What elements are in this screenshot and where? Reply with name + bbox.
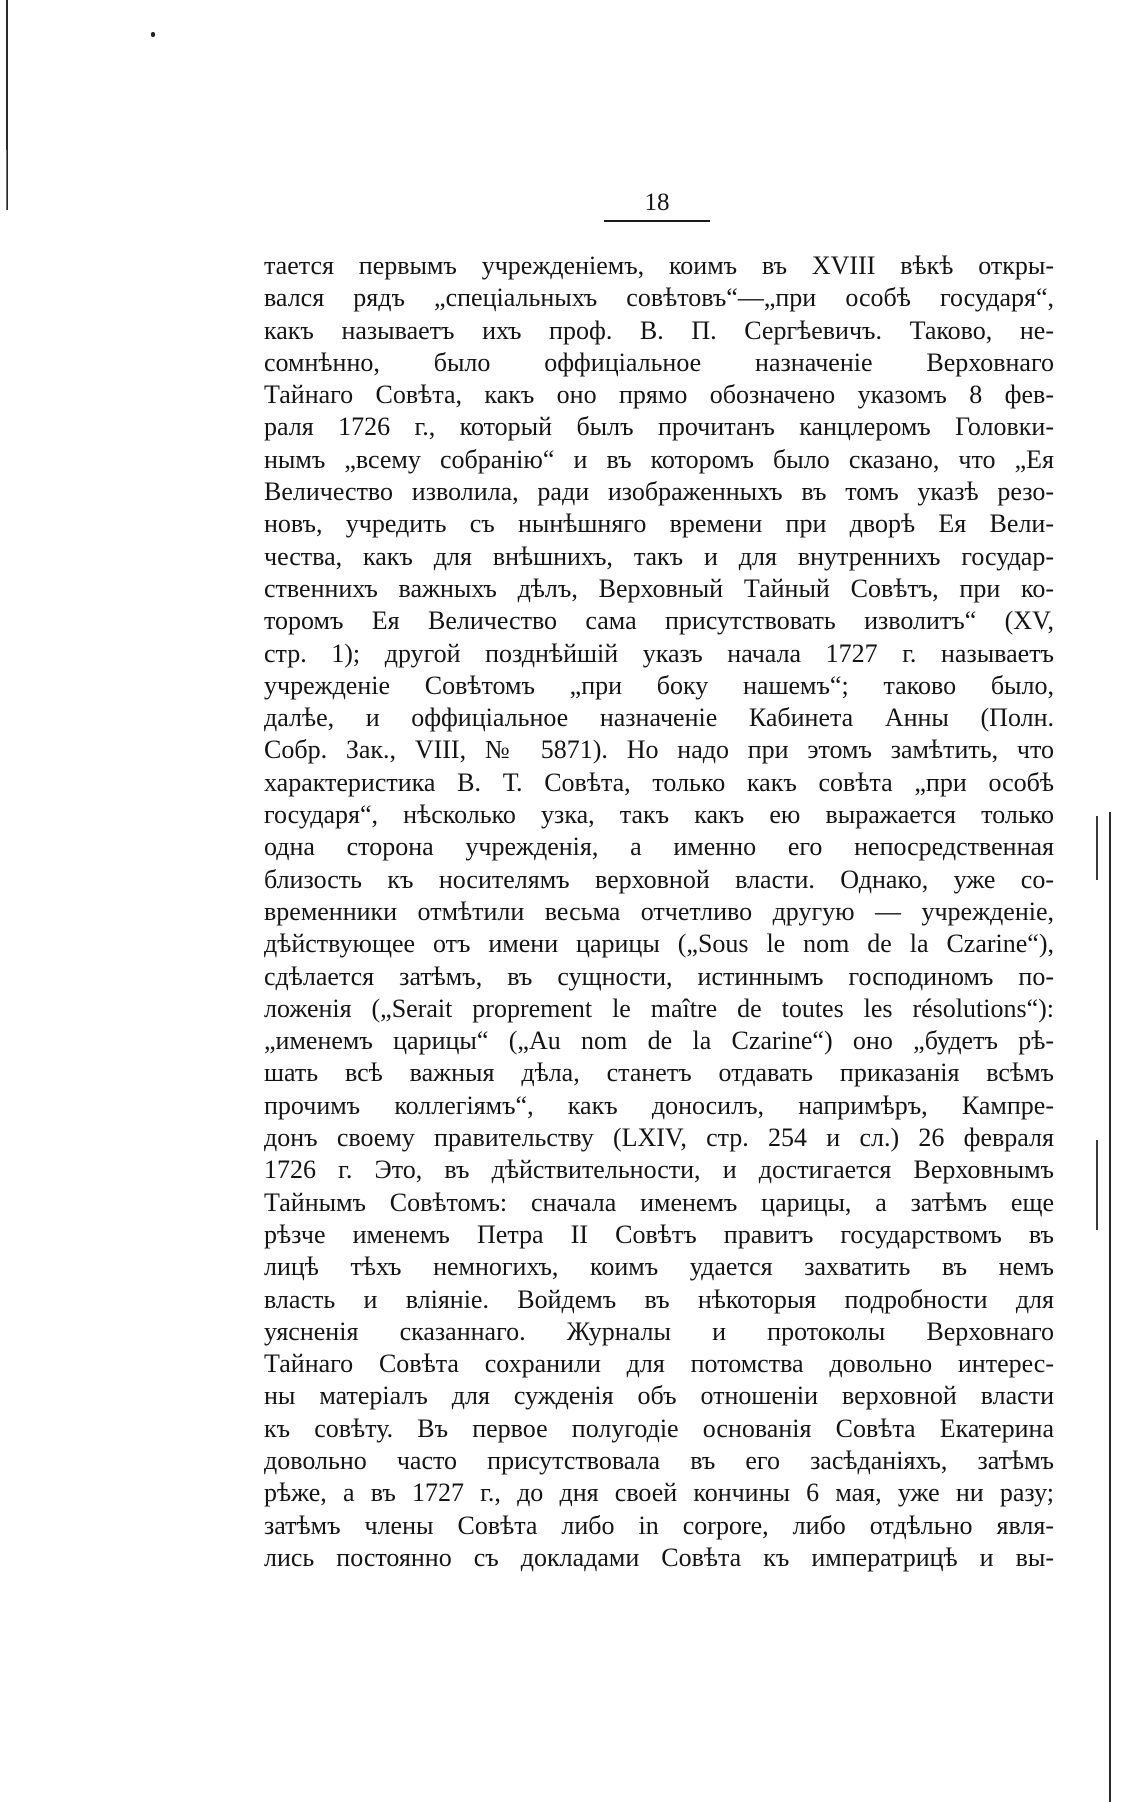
text-line: 1726 г. Это, въ дѣйствительности, и достигается Верховнымъ <box>264 1155 1054 1185</box>
text-line: государя“, нѣсколько узка, такъ какъ ею выражается только <box>264 800 1054 830</box>
page-number-rule <box>604 220 710 222</box>
text-line: торомъ Ея Величество сама присутствовать изволитъ“ (XV, <box>264 606 1054 636</box>
text-line: учрежденіе Совѣтомъ „при боку нашемъ“; таково было, <box>264 670 1054 700</box>
page-number: 18 <box>644 189 670 216</box>
text-line: дѣйствующее отъ имени царицы („Sous le nom de la Czarine“), <box>264 929 1054 959</box>
text-line: временники отмѣтили весьма отчетливо другую — учрежденіе, <box>264 896 1054 926</box>
text-line: рѣзче именемъ Петра II Совѣтъ правитъ государствомъ въ <box>264 1219 1054 1249</box>
margin-mark <box>1096 816 1098 880</box>
text-line: раля 1726 г., который былъ прочитанъ канцлеромъ Головки- <box>264 412 1054 442</box>
text-line: вался рядъ „спеціальныхъ совѣтовъ“—„при особѣ государя“, <box>264 283 1054 313</box>
text-line: прочимъ коллегіямъ“, какъ доносилъ, напримѣръ, Кампре- <box>264 1090 1054 1120</box>
text-line: шать всѣ важныя дѣла, станетъ отдавать приказанія всѣмъ <box>264 1058 1054 1088</box>
text-line: чества, какъ для внѣшнихъ, такъ и для внутреннихъ государ- <box>264 541 1054 571</box>
scan-speck <box>151 32 155 37</box>
margin-mark <box>1096 1140 1098 1230</box>
text-line: Тайнаго Совѣта сохранили для потомства довольно интерес- <box>264 1349 1054 1379</box>
text-line: рѣже, а въ 1727 г., до дня своей кончины 6 мая, уже ни разу; <box>264 1478 1054 1508</box>
text-line: новъ, учредить съ нынѣшняго времени при дворѣ Ея Вели- <box>264 509 1054 539</box>
text-line: сомнѣнно, было оффиціальное назначеніе Верховнаго <box>264 347 1054 377</box>
text-line: Величество изволила, ради изображенныхъ въ томъ указѣ резо- <box>264 477 1054 507</box>
scan-edge-left-faint <box>6 150 7 210</box>
text-line: ственнихъ важныхъ дѣлъ, Верховный Тайный Совѣтъ, при ко- <box>264 573 1054 603</box>
text-line: довольно часто присутствовала въ его засѣданіяхъ, затѣмъ <box>264 1445 1054 1475</box>
text-line: сдѣлается затѣмъ, въ сущности, истиннымъ господиномъ по- <box>264 961 1054 991</box>
scan-edge-right <box>1109 812 1111 1802</box>
body-text <box>264 250 1054 1574</box>
text-line: нымъ „всему собранію“ и въ которомъ было сказано, что „Ея <box>264 444 1054 474</box>
text-line: власть и вліяніе. Войдемъ въ нѣкоторыя подробности для <box>264 1284 1054 1314</box>
text-line: лись постоянно съ докладами Совѣта къ императрицѣ и вы- <box>264 1542 1054 1572</box>
text-line: ложенія („Serait proprement le maître de toutes les résolutions“): <box>264 993 1054 1023</box>
text-line: характеристика В. Т. Совѣта, только какъ совѣта „при особѣ <box>264 767 1054 797</box>
text-line: ны матеріалъ для сужденія объ отношеніи верховной власти <box>264 1381 1054 1411</box>
text-line: какъ называетъ ихъ проф. В. П. Сергѣевичъ. Таково, не- <box>264 315 1054 345</box>
text-line: Тайнаго Совѣта, какъ оно прямо обозначено указомъ 8 фев- <box>264 380 1054 410</box>
text-line: одна сторона учрежденія, а именно его непосредственная <box>264 832 1054 862</box>
text-line: Тайнымъ Совѣтомъ: сначала именемъ царицы, а затѣмъ еще <box>264 1187 1054 1217</box>
text-line: затѣмъ члены Совѣта либо in corpore, либо отдѣльно явля- <box>264 1510 1054 1540</box>
text-line: далѣе, и оффиціальное назначеніе Кабинета Анны (Полн. <box>264 703 1054 733</box>
text-line: тается первымъ учрежденіемъ, коимъ въ XVIII вѣкѣ откры- <box>264 251 1054 280</box>
text-line: уясненія сказаннаго. Журналы и протоколы Верховнаго <box>264 1316 1054 1346</box>
text-line: Собр. Зак., VIII, № 5871). Но надо при этомъ замѣтить, что <box>264 735 1054 765</box>
text-line: лицѣ тѣхъ немногихъ, коимъ удается захватить въ немъ <box>264 1252 1054 1282</box>
text-line: къ совѣту. Въ первое полугодіе основанія Совѣта Екатерина <box>264 1413 1054 1443</box>
text-line: „именемъ царицы“ („Au nom de la Czarine“) оно „будетъ рѣ- <box>264 1026 1054 1056</box>
text-line: стр. 1); другой позднѣйшій указъ начала 1727 г. называетъ <box>264 638 1054 668</box>
text-line: близость къ носителямъ верховной власти. Однако, уже со- <box>264 864 1054 894</box>
text-line: донъ своему правительству (LXIV, стр. 254 и сл.) 26 февраля <box>264 1123 1054 1153</box>
